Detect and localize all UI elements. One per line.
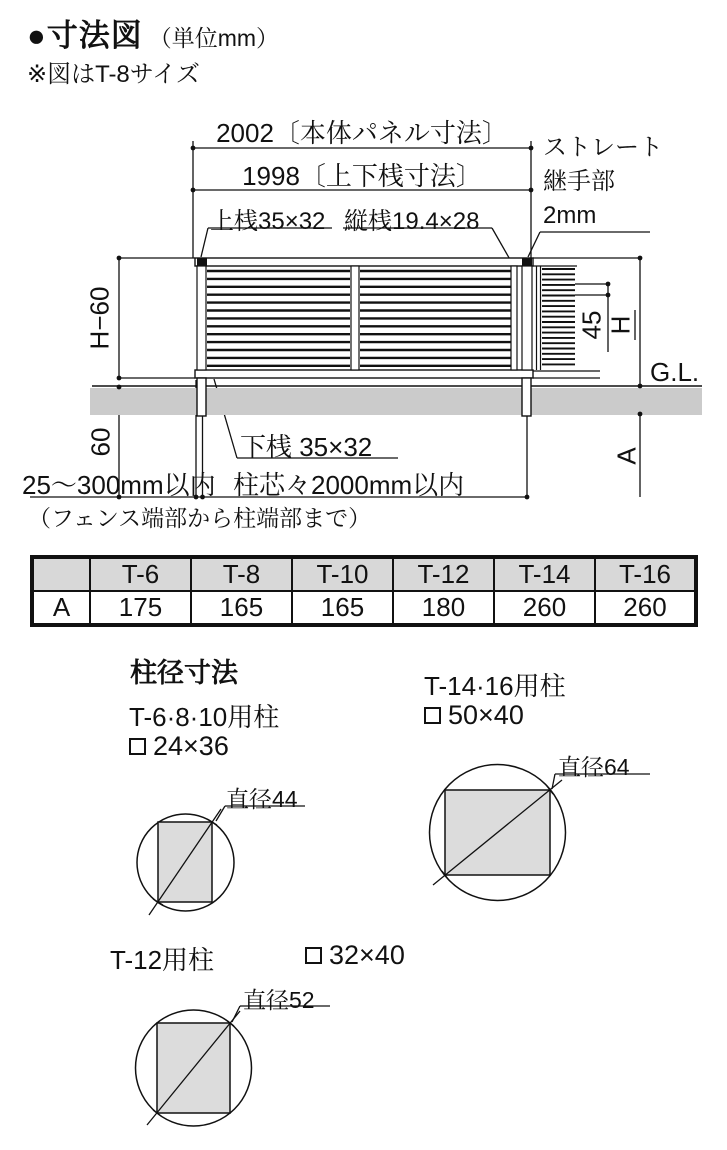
dim-60: 60 <box>85 427 116 457</box>
table-header-row <box>32 557 696 591</box>
table-cell: 175 <box>90 591 191 625</box>
dim-45: 45 <box>576 310 607 340</box>
label-top-rail: 上桟35×32 <box>210 208 326 235</box>
table-cell: 260 <box>494 591 595 625</box>
table-col-header: T-10 <box>292 557 393 591</box>
post3-size: 32×40 <box>305 940 405 971</box>
page-title-unit: （単位mm） <box>148 25 280 51</box>
label-vertical-rail: 縦桟19.4×28 <box>344 208 480 235</box>
table-row <box>32 591 696 625</box>
label-ground-level: G.L. <box>650 357 700 387</box>
square-section-icon <box>305 947 322 964</box>
dim-end-distance: 25〜300mm以内 <box>22 470 216 500</box>
table-col-header: T-6 <box>90 557 191 591</box>
table-cell: 165 <box>191 591 292 625</box>
page-title-text: ●寸法図 <box>27 18 143 53</box>
post1-size: 24×36 <box>129 731 229 762</box>
post3-diameter: 直径52 <box>243 987 315 1013</box>
right-vertical-rail <box>511 266 517 370</box>
square-section-icon <box>424 707 441 724</box>
right-post <box>522 266 532 370</box>
post1-label: T-6·8·10用柱 <box>129 702 280 732</box>
post2-size: 50×40 <box>424 700 524 731</box>
post2-label: T-14·16用柱 <box>424 671 566 701</box>
dim-h: H <box>605 315 636 335</box>
left-post-cap <box>197 258 207 266</box>
table-col-header: T-16 <box>595 557 696 591</box>
dim-h-minus-60: H−60 <box>84 286 115 350</box>
table-row-label: A <box>32 591 90 625</box>
post-section-heading: 柱径寸法 <box>130 658 238 688</box>
post2-diameter: 直径64 <box>558 754 630 780</box>
post-diagram-t6-8-10 <box>137 806 305 915</box>
note-end-distance: （フェンス端部から柱端部まで） <box>28 505 372 531</box>
left-post-underground <box>197 378 206 416</box>
dim-rail-width: 1998〔上下桟寸法〕 <box>242 161 482 191</box>
table-col-header: T-14 <box>494 557 595 591</box>
slats-left-bay <box>207 271 350 366</box>
post-diameter-drawings <box>0 640 727 1150</box>
table-col-header: T-12 <box>393 557 494 591</box>
post1-diameter: 直径44 <box>226 786 298 812</box>
top-rail <box>195 258 533 266</box>
size-table <box>30 555 698 627</box>
dim-post-pitch: 柱芯々2000mm以内 <box>233 470 465 500</box>
center-vertical-rail <box>351 266 359 370</box>
label-straight-joint: ストレート 継手部 2mm <box>543 134 663 229</box>
right-post-underground <box>522 378 531 416</box>
post-diagram-t14-16 <box>430 765 651 901</box>
table-cell: 260 <box>595 591 696 625</box>
table-col-header: T-8 <box>191 557 292 591</box>
page-title <box>27 10 279 55</box>
label-bottom-rail: 下桟 35×32 <box>240 432 373 462</box>
size-note: ※図はT-8サイズ <box>27 61 200 88</box>
post-diagram-t12 <box>136 1006 331 1126</box>
bottom-rail <box>195 370 533 378</box>
right-post-cap <box>522 258 532 266</box>
square-section-icon <box>129 738 146 755</box>
dim-a: A <box>611 447 642 465</box>
left-post <box>197 266 206 370</box>
table-cell: 180 <box>393 591 494 625</box>
ground-band <box>90 388 702 415</box>
slats-mid-bay <box>360 271 511 366</box>
table-corner-cell <box>32 557 90 591</box>
post3-label: T-12用柱 <box>110 945 215 975</box>
dim-panel-width: 2002〔本体パネル寸法〕 <box>216 118 508 148</box>
table-cell: 165 <box>292 591 393 625</box>
